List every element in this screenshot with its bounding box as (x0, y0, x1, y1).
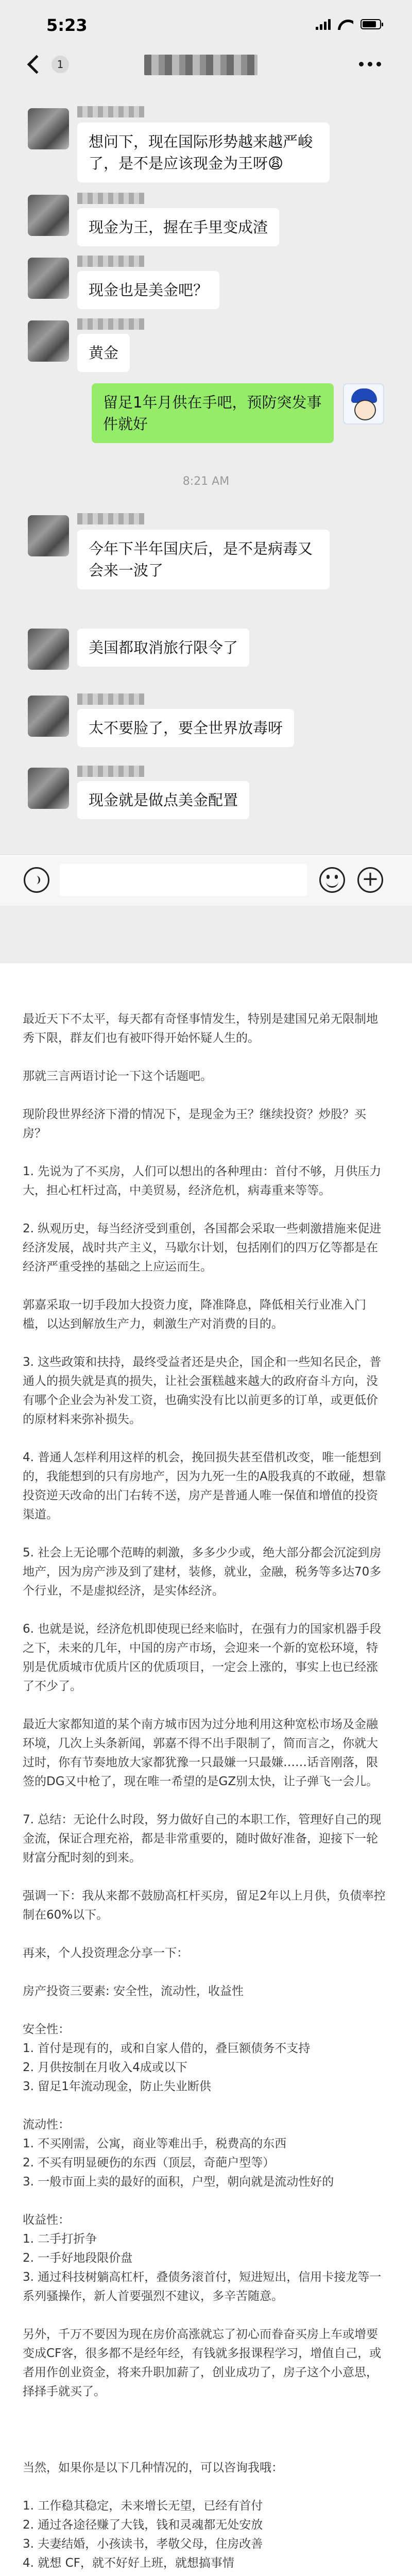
chat-input-bar (0, 854, 412, 906)
contact-avatar[interactable] (28, 515, 69, 556)
chat-bubble-incoming[interactable]: 想问下，现在国际形势越来越严峻 了，是不是应该现金为王呀😩 (77, 123, 330, 182)
article-paragraph: 4. 普通人怎样利用这样的机会，挽回损失甚至借机改变，唯一能想到的，我能想到的只有房地产，因为九死一生的A股我真的不敢碰，想靠投资逆天改命的出门右转不送，房产是普通人唯一保值和增值的投资渠道。 (23, 1451, 386, 1521)
sender-name-redacted (77, 693, 144, 705)
article-paragraph: 2. 纵观历史，每当经济受到重创，各国都会采取一些刺激措施来促进经济发展，战时共产主义，马歇尔计划，包括刚们的四万亿等都是在经济严重受挫的基础之上应运而生。 (23, 1222, 382, 1274)
contact-avatar[interactable] (28, 320, 69, 362)
chat-bubble-incoming[interactable]: 黄金 (77, 334, 130, 372)
contact-avatar[interactable] (28, 108, 69, 149)
message-timestamp: 8:21 AM (182, 475, 230, 488)
chat-bubble-incoming[interactable]: 现金为王，握在手里变成渣 (77, 208, 279, 246)
back-chevron-icon[interactable] (27, 55, 46, 74)
chat-bubble-incoming[interactable]: 现金就是做点美金配置 (77, 781, 249, 819)
article-paragraph: 最近大家都知道的某个南方城市因为过分地利用这种宽松市场及金融环境，几次上头条新闻，郭嘉不得不出手限制了，简而言之，你就大过时，你有节奏地放大家都犹豫一只最嫌一只最嫌……话音刚落，限签的DG又中枪了，现在唯一希望的是GZ别太快，让子弹飞一会儿。 (23, 1718, 379, 1788)
contact-avatar[interactable] (28, 195, 69, 236)
chat-header (0, 46, 412, 98)
article-paragraph: 房产投资三要素: 安全性，流动性，收益性 (23, 1985, 244, 1998)
plus-icon[interactable]: + (357, 867, 383, 893)
article-paragraph: 7. 总结：无论什么时段，努力做好自己的本职工作，管理好自己的现金流，保证合理充裕，都是非常重要的，随时做好准备，迎接下一轮财富分配时刻的到来。 (23, 1813, 382, 1865)
signal-icon (316, 19, 331, 30)
article-body (0, 1010, 412, 2576)
article-paragraph: 强调一下：我从来都不鼓励高杠杆买房，留足2年以上月供，负债率控制在60%以下。 (23, 1889, 386, 1922)
more-options-icon[interactable] (359, 62, 381, 66)
contact-avatar[interactable] (28, 629, 69, 670)
sender-name-redacted (77, 106, 144, 117)
sender-name-redacted (77, 256, 144, 267)
article-paragraph: 1. 工作稳其稳定，未来增长无望，已经有首付 2. 通过各途径赚了大钱，钱和灵魂都无处安放 3. 夫妻结婚，小孩读书，孝敬父母，住房改善 4. 就想 CF，就不好好上班，就想搞事情 (23, 2499, 263, 2570)
contact-avatar[interactable] (28, 696, 69, 737)
article-paragraph: 6. 也就是说，经济危机即使现已经来临时，在强有力的国家机器手段之下，未来的几年，中国的房产市场，会迎来一个新的宽松环境，特别是优质城市优质片区的优质项目，一定会上涨的，事实上也已经涨了不少了。 (23, 1622, 382, 1693)
chat-bubble-incoming[interactable]: 今年下半年国庆后，是不是病毒又 会来一波了 (77, 530, 330, 589)
unread-count-badge: 1 (52, 56, 69, 73)
article-paragraph: 流动性： 1. 不买刚需，公寓，商业等难出手，税费高的东西 2. 不买有明显硬伤的东西（顶层，奇葩户型等） 3. 一般市面上卖的最好的面积，户型，朝向就是流动性好的 (23, 2118, 334, 2189)
article-paragraph: 收益性： 1. 二手打折争 2. 一手好地段限价盘 3. 通过科技树躺高杠杆，叠债务滚首付，短进短出，信用卡接龙等一系列骚操作，新人首要强烈不建议，多辛苦随意。 (23, 2213, 382, 2303)
article-paragraph: 最近天下不太平，每天都有奇怪事情发生，特别是建国兄弟无限制地秀下限，群友们也有被吓得开始怀疑人生的。 (23, 1012, 378, 1045)
status-time: 5:23 (46, 15, 88, 35)
article-paragraph: 5. 社会上无论哪个范畴的刺激，多多少少或，绝大部分都会沉淀到房地产，因为房产涉及到了建材，装修，就业，金融，税务等多达70多个行业，不是虚拟经济，是实体经济。 (23, 1546, 382, 1598)
sender-name-redacted (77, 193, 144, 204)
battery-icon (360, 19, 381, 29)
article-paragraph: 郭嘉采取一切手段加大投资力度，降准降息，降低相关行业准入门槛，以达到解放生产力，刺激生产对消费的目的。 (23, 1298, 366, 1331)
status-icons (316, 19, 381, 30)
my-avatar[interactable] (343, 383, 384, 425)
chat-title-redacted (144, 55, 258, 75)
article-paragraph: 当然，如果你是以下几种情况的，可以咨询我哦： (23, 2461, 283, 2475)
article-paragraph: 另外，千万不要因为现在房价高涨就忘了初心而眷奋买房上车或增要变成CF客，很多都不是经年经，有钱就多报课程学习，增值自己，或者用作创业资金，将来升职加薪了，创业成功了，房子这个小意思，择择手就买了。 (23, 2328, 382, 2398)
wifi-icon (338, 19, 353, 30)
chat-bubble-incoming[interactable]: 太不要脸了，要全世界放毒呀 (77, 709, 294, 747)
article-paragraph: 1. 先说为了不买房，人们可以想出的各种理由：首付不够，月供压力大，担心杠杆过高，中美贸易，经济危机，病毒重来等等。 (23, 1165, 382, 1197)
contact-avatar[interactable] (28, 768, 69, 809)
wechat-screenshot-2 (0, 608, 412, 963)
sender-name-redacted (77, 318, 144, 330)
article-paragraph: 那就三言两语讨论一下这个话题吧。 (23, 1070, 212, 1083)
status-bar (0, 0, 412, 46)
battery-level (363, 21, 376, 27)
article-paragraph: 3. 这些政策和扶持，最终受益者还是央企，国企和一些知名民企，普通人的损失就是真的损失，让社会蛋糕越来越大的政府奋斗方向，没有哪个企业会为补发工资，也确实没有比以前更多的订单，或更低价的原材料来弥补损失。 (23, 1355, 382, 1426)
chat-bubble-incoming[interactable]: 美国都取消旅行限令了 (77, 629, 249, 667)
article-paragraph: 现阶段世界经济下滑的情况下，是现金为王？继续投资？炒股？买房？ (23, 1108, 366, 1140)
chat-bubble-incoming[interactable]: 现金也是美金吧？ (77, 271, 219, 309)
wechat-screenshot-1 (0, 0, 412, 608)
message-input[interactable] (60, 864, 307, 896)
emoji-icon[interactable] (319, 867, 345, 893)
contact-avatar[interactable] (28, 258, 69, 299)
article-paragraph: 再来，个人投资理念分享一下： (23, 1946, 188, 1960)
voice-input-icon[interactable] (24, 867, 49, 893)
sender-name-redacted (77, 766, 144, 777)
sender-name-redacted (77, 513, 144, 524)
article-paragraph: 安全性： 1. 首付是现有的，或和自家人借的，叠巨额债务不支持 2. 月供按制在月收入4成或以下 3. 留足1年流动现金，防止失业断供 (23, 2023, 311, 2093)
chat-bubble-outgoing[interactable]: 留足1年月供在手吧，预防突发事 件就好 (92, 383, 334, 443)
